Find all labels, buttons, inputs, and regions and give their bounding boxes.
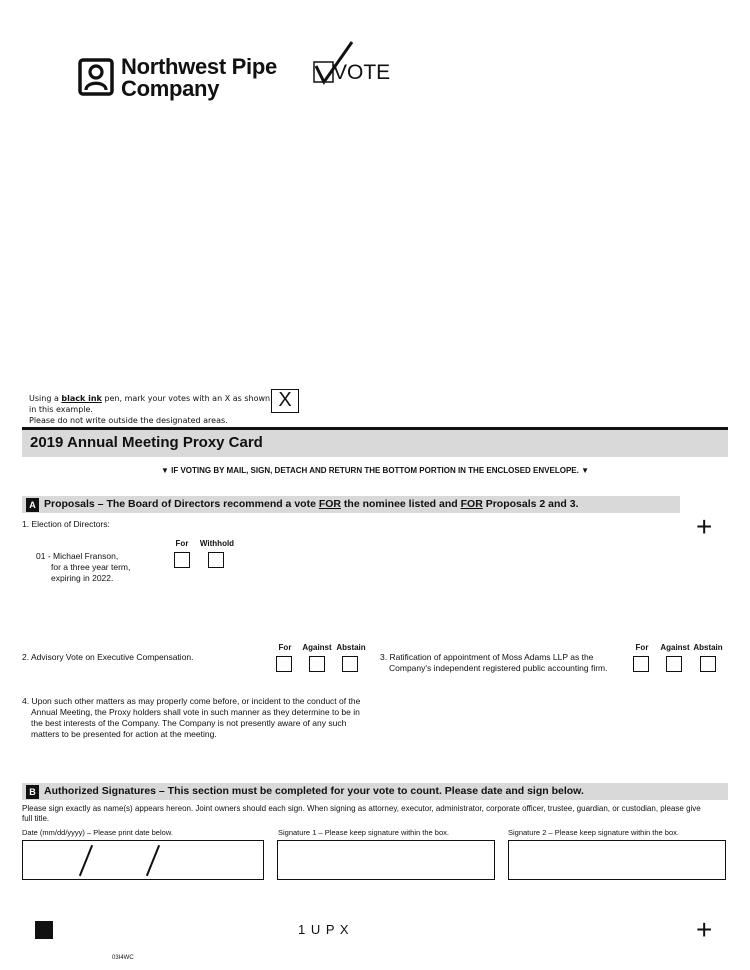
signature-1-label: Signature 1 – Please keep signature within the box.	[278, 828, 449, 837]
proposal-1-label: 1. Election of Directors:	[22, 519, 110, 529]
section-b-title: Authorized Signatures – This section must be completed for your vote to count. Please date and sign below.	[44, 785, 584, 797]
signature-instructions: Please sign exactly as name(s) appears hereon. Joint owners should each sign. When signing as attorney, executor, administrator, corporate officer, trustee, guardian, or custodian, please give full title.	[22, 804, 701, 823]
signature-1-box[interactable]	[277, 840, 495, 880]
nominee-withhold-checkbox[interactable]	[208, 552, 224, 568]
p3-col-for: For	[635, 643, 649, 652]
p1-col-withhold: Withhold	[199, 539, 235, 548]
p2-abstain-checkbox[interactable]	[342, 656, 358, 672]
p2-col-against: Against	[302, 643, 332, 652]
small-code: 03I4WC	[112, 955, 134, 961]
nominee: 01 - Michael Franson, for a three year term, expiring in 2022.	[36, 551, 131, 583]
p1-col-for: For	[175, 539, 189, 548]
proposal-3-label: 3. Ratification of appointment of Moss Adams LLP as the Company's independent registered public accounting firm.	[380, 652, 608, 673]
card-title: 2019 Annual Meeting Proxy Card	[30, 434, 263, 451]
p2-for-checkbox[interactable]	[276, 656, 292, 672]
section-a-letter: A	[26, 498, 39, 512]
proposal-2-label: 2. Advisory Vote on Executive Compensation.	[22, 652, 194, 662]
company-name: Northwest Pipe Company	[121, 54, 277, 101]
example-mark: X	[278, 389, 292, 411]
proposal-4-text: 4. Upon such other matters as may properly come before, or incident to the conduct of the Annual Meeting, the Proxy holders shall vote in such manner as they determine to be in the best interests of the Company. The Company is not presently aware of any such matters to be presented for action at the meeting.	[22, 696, 361, 739]
company-logo-icon	[78, 58, 114, 96]
section-a-title: Proposals – The Board of Directors recommend a vote FOR the nominee listed and FOR Proposals 2 and 3.	[44, 498, 579, 510]
signature-2-label: Signature 2 – Please keep signature within the box.	[508, 828, 679, 837]
p2-against-checkbox[interactable]	[309, 656, 325, 672]
example-mark-box	[271, 389, 299, 413]
nominee-for-checkbox[interactable]	[174, 552, 190, 568]
registration-plus-icon: +	[696, 511, 713, 542]
marking-instructions: Using a black ink pen, mark your votes with an X as shown in this example. Please do not write outside the designated areas.	[29, 394, 271, 425]
p3-col-abstain: Abstain	[693, 643, 723, 652]
p3-col-against: Against	[660, 643, 690, 652]
signature-2-box[interactable]	[508, 840, 726, 880]
date-label: Date (mm/dd/yyyy) – Please print date below.	[22, 828, 173, 837]
p3-for-checkbox[interactable]	[633, 656, 649, 672]
p3-against-checkbox[interactable]	[666, 656, 682, 672]
registration-plus-icon-bottom: +	[696, 914, 713, 945]
date-input-box[interactable]	[22, 840, 264, 880]
section-b-letter: B	[26, 785, 39, 799]
detach-notice: ▼ IF VOTING BY MAIL, SIGN, DETACH AND RETURN THE BOTTOM PORTION IN THE ENCLOSED ENVELOPE. ▼	[160, 466, 589, 475]
p2-col-for: For	[278, 643, 292, 652]
p3-abstain-checkbox[interactable]	[700, 656, 716, 672]
p2-col-abstain: Abstain	[336, 643, 366, 652]
registration-square-icon	[35, 921, 53, 939]
footer-code: 1 U P X	[298, 922, 350, 937]
vote-label: VOTE	[333, 61, 391, 84]
